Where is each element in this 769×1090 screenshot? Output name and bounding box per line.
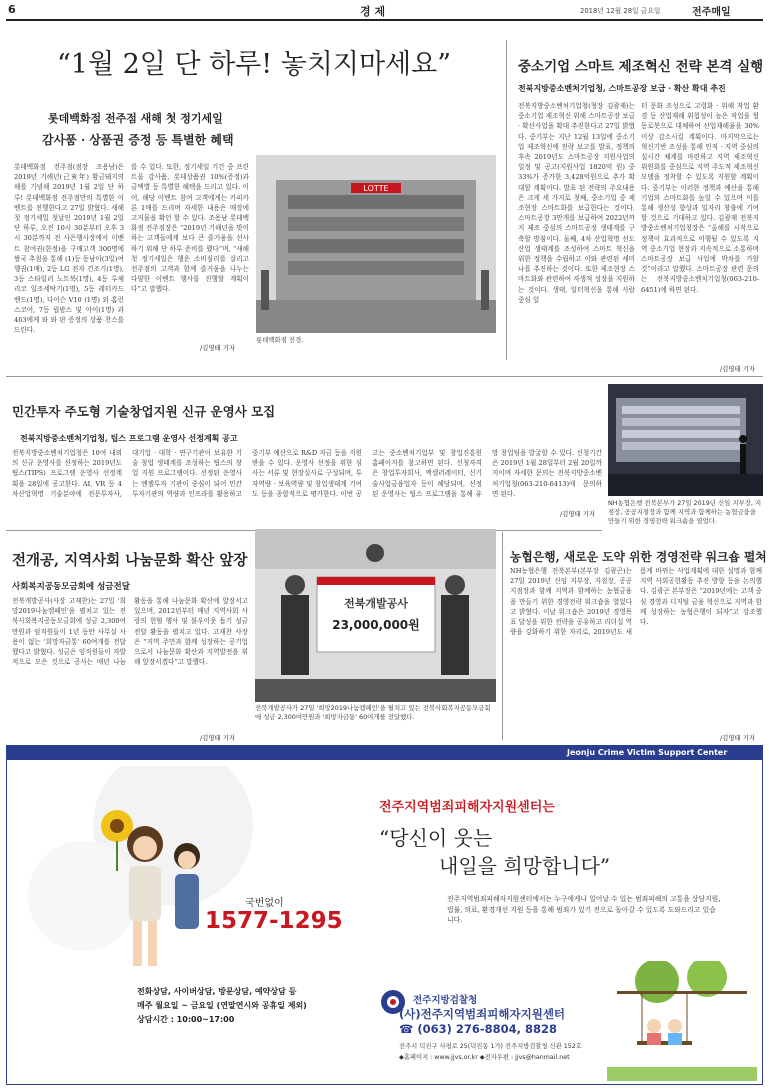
lotte-sign-text: LOTTE — [363, 184, 389, 193]
article1-body-mid: 를 수 있다. 또한, 정기세일 기간 중 프린트물 감사품, 롯데상품권 10%(증정)과 금액별 등 특별한 혜택을 드리고 있다. 이어, 해당 이벤트 참여 고객에게는 카피카론 1매를 드리며 자세한 내용은 매장에 고지물을 확인 할 수 있다. 조용남 롯데백화점 전주점장은 “2019년 기해년을 맞이하는 고객들에게 보다 큰 즐거움을 선사하기 위해 단 하루 준비를 했다”며, “새해 첫 정기세일은 행운 소비심리를 살리고 전주점의 고객과 함께 즐거움을 나누는 다양한 이벤트 행사를 진행할 계획이다”고 말했다. — [131, 163, 249, 294]
ad-address: 전주시 덕진구 사평로 25(덕진동 1가) 전주지방검찰청 신관 152호 — [399, 1043, 582, 1050]
ad-center-name: (사)전주지역범죄피해자지원센터 — [399, 1007, 566, 1021]
article5-body: NH농협은행 전북본부(본부장 김광곤)는 27일 2019년 신임 지부장, 지점장, 공공지점장과 함께 지역과 함께하는 농협금융을 만들기 위한 경영전략 워크숍을 열었다고 밝혔다. 이날 워크숍은 2019년 경영목표 달성을 위한 전략을 공유하고 리더십 역량을 강화하기 위한 자리로, 2019년도 새롭게 바뀌는 사업계획에 대한 설명과 함께 지역 사회공헌활동 추진 방향 등을 논의했다. 김광곤 본부장은 “2019년에는 고객 중심 경영과 디지털 금융 혁신으로 지역과 함께 성장하는 농협은행이 되자”고 강조했다. — [510, 567, 762, 637]
header-rule — [6, 19, 763, 21]
article3-headline: 민간투자 주도형 기술창업지원 신규 운영사 모집 — [12, 404, 276, 419]
ad-hours: 매주 월요일 ~ 금요일 (연말연시와 공휴일 제외) — [137, 1001, 307, 1010]
nh-bank-workshop-photo — [608, 384, 763, 496]
donation-board-amount: 23,000,000원 — [332, 618, 420, 632]
article1-photo-caption: 롯데백화점 전경. — [256, 336, 304, 344]
column-divider-2 — [502, 532, 503, 740]
ad-prosecutor-office: 전주지방검찰청 — [413, 995, 478, 1006]
article3-photo-caption: NH농협은행 전북본부가 27일 2019년 신임 지부장, 지점장, 공공지점장과 함께 지역과 함께하는 농협금융을 만들기 위한 경영전략 워크숍을 열었다. — [608, 499, 762, 525]
ad-services: 전화상담, 사이버상담, 방문상담, 예약상담 등 — [137, 987, 297, 996]
issue-date: 2018년 12월 28일 금요일 — [580, 7, 661, 15]
ad-time: 상담시간 : 10:00~17:00 — [137, 1015, 235, 1024]
ad-web-email: ◆홈페이지 : www.jjvs.or.kr ◆전자우편 : jjvs@hanmail.net — [399, 1054, 570, 1061]
section-divider — [6, 376, 763, 377]
donation-illustration — [255, 529, 496, 702]
donation-board-title: 전북개발공사 — [344, 597, 408, 610]
donation-ceremony-photo — [255, 529, 496, 702]
ad-slogan-line1: “당신이 웃는 — [379, 826, 493, 850]
article3-byline: /김영태 기자 — [560, 510, 596, 518]
lotte-department-store-photo — [256, 155, 496, 333]
article3-sub: 전북지방중소벤처기업청, 팁스 프로그램 운영사 선정계획 공고 — [20, 433, 238, 443]
article1-byline: /김영태 기자 — [200, 344, 236, 352]
building-illustration — [256, 155, 496, 333]
article4-headline: 전개공, 지역사회 나눔문화 확산 앞장 — [12, 552, 248, 569]
kids-on-swing-icon — [607, 961, 757, 1081]
article1-body-left: 롯데백화점 전주점(점장 조용남)은 2019년 기해년(己亥年) 황금돼지의 해를 기념해 2019년 1월 2일 단 하루! 롯데백화점 전주점만의 특별한 이벤트를 진행한다고 27일 밝혔다. 새해 첫 정기세일 첫날인 2019년 1월 2일 단 하루, 오전 10시 30분부터 오후 3시 30분까지 전 사은행사장에서 이벤트 참여권(한정)을 구매고객 300명에 쌀국 추첨을 통해 (1)등 동남아(3일)여행권(1매), 2등 LG 전자 건조기(1명), 3등 스타일러 노트북(1명), 4등 루체리코 일조세탁기(1명), 5등 레터카드 밴드(1명), 다이슨 V10 (1명) 외 홈런스코어, 7등 립밤스 및 아이(1명) 과 463에게 와 와 판 증정의 상품 찬스를 드린다. — [14, 163, 124, 335]
article1-sub2: 감사품 · 상품권 증정 등 특별한 혜택 — [42, 133, 234, 147]
ad-slogan-line2: 내일을 희망합니다” — [439, 854, 611, 878]
article4-photo-caption: 전북개발공사가 27일 '희망2019나눔캠페인'을 펼치고 있는 전북사회복지공동모금회에 성금 2,300여만원과 '희망자금통' 60여개를 전달했다. — [255, 704, 491, 721]
article2-byline: /김영태 기자 — [720, 365, 756, 373]
article5-byline: /김영태 기자 — [720, 734, 756, 742]
page-number: 6 — [8, 3, 16, 16]
article5-headline: 농협은행, 새로운 도약 위한 경영전략 워크숍 펼쳐 — [510, 550, 767, 564]
ad-org-english: Jeonju Crime Victim Support Center — [567, 748, 728, 757]
children-with-sunflower-icon — [77, 786, 217, 986]
article4-sub: 사회복지공동모금회에 성금전달 — [12, 582, 130, 592]
workshop-stage-illustration — [608, 384, 763, 496]
article2-body-left: 전북지방중소벤처기업청(청장 김광재)는 중소기업 제조혁신 위해 스마트공장 보급 · 확산사업을 확대 추진한다고 27일 밝혔다. 중기부는 지난 12월 13일에 중소기업 제조혁신에 전략 보고를 발표, 정책의 후속 2019년도 스마트공장 지원사업의 일정 및 공고(지원사업 1820억 원) 중 33%가 증가한 3,428억원으로 추가 확대할 계획이다. 발표 된 전략의 주요내용은 크게 세 가지로 첫째, 중소기업 중 제조현장 스마트화를 보급한다는 것이다. 스마트공장 3만개를 보급하여 2022년까지 제조 중심의 스마트공장 생태계를 구축할 방침이다. 둘째, 4차 산업혁명 선도 산업 생태계를 조성하여 스마트 혁신을 위한 정책을 수립하고 이와 관련된 세미나를 추진하는 것이다. 또한 제조현장 스마트화와 관련하여 자생적 성장을 지원하는 것이다. 생태, 일터혁신을 통해 사람 중심 일 — [518, 102, 635, 304]
ad-hotline-number: 1577-1295 — [205, 908, 343, 934]
article2-headline: 중소기업 스마트 제조혁신 전략 본격 실행 — [518, 59, 764, 75]
crime-victim-support-ad — [6, 745, 763, 1085]
ad-description: 전주지역범죄피해자지원센터에서는 누구에게나 일어날 수 있는 범죄피해의 고통을 상담지원, 법률, 의료, 환경개선 지원 등을 통해 범죄가 있기 전으로 돌아갈 수 있도록 도와드리고 있습니다. — [447, 895, 721, 924]
ad-org-title: 전주지역범죄피해자지원센터는 — [379, 800, 555, 815]
article2-body-right: 터 문화 조성으로 고령화 · 위해 작업 환경 등 산업재해 위험성이 높은 작업을 협동로봇으로 대체하여 산업재해율을 30% 이상 감소시킬 계획이다. 마지막으로는 혁신기반 조성을 통해 인적 · 지역 중심의 실시간 체계를 마련하고 지역 제조혁신 위원회를 중심으로 지역 주도적 제조혁신 모델을 정착할 수 있도록 지원할 계획이다. 중기부는 이러한 정책과 예산을 통해 기업의 스마트화를 높일 수 있으며 이를 통해 생산성 향상과 일자리 창출에 기여할 것으로 기대하고 있다. 김광재 전북지방중소벤처기업청장은 “올해를 시작으로 정책이 효과적으로 이행될 수 있도록 지역 중소기업 현장과 지속적으로 소통하며 스마트공장 보급 사업에 박차를 가할 것”이라고 말했다. 스마트공장 관련 문의는 전북지방중소벤처기업청(063-210-6451)에 하면 된다. — [641, 102, 759, 294]
ad-center-phone: ☎ (063) 276-8804, 8828 — [399, 1022, 558, 1036]
section-name: 경 제 — [360, 5, 386, 18]
paper-name: 전주매일 — [692, 7, 731, 18]
article4-byline: /김영태 기자 — [200, 734, 236, 742]
article2-sub: 전북지방중소벤처기업청, 스마트공장 보급 · 확산 확대 추진 — [518, 83, 726, 93]
ad-tel-label: 국번없이 — [245, 898, 284, 909]
column-divider — [506, 40, 507, 360]
article3-body: 전북지방중소벤처기업청은 10여 내외의 신규 운영사를 선정하는 2019년도 팁스(TIPS) 프로그램 운영사 선정계획을 28일에 공고한다. AI, VR 등 4차산업혁명 기술분야에 전문투자사, 대기업 · 대학 · 연구기관이 보유한 기술 창업 생태계를 조성하는 팁스의 창업 지원 프로그램이다. 선정된 운영사는 엔젤투자 기관이 중심이 되어 민간 투자기관의 역량과 인프라를 활용하고 중기부 예산으로 R&D 자금 등을 지원받을 수 있다. 운영사 선정을 위한 심사는 서류 및 현장실사로 구성되며, 투자역량 · 보육역량 및 창업생태계 기여도 등을 종합적으로 평가한다. 이번 공고는 중소벤처기업부 및 창업진흥원 홈페이지를 참고하면 된다. 신청자격은 창업투자회사, 엑셀러레이터, 신기술사업금융업자 등이 해당되며, 선정된 운영사는 팁스 프로그램을 통해 유망 창업팀을 발굴할 수 있다. 신청기간은 2019년 1월 28일부터 2월 20일까지이며 자세한 문의는 전북지방중소벤처기업청(063-210-6413)에 문의하면 된다. — [12, 449, 602, 498]
article1-headline: “1월 2일 단 하루! 놓치지마세요” — [56, 49, 452, 80]
article1-sub1: 롯데백화점 전주점 새해 첫 정기세일 — [48, 112, 223, 125]
article4-body: 전북개발공사(사장 고재찬)는 27일 '희망2019나눔캠페인'을 펼치고 있는 전북사회복지공동모금회에 성금 2,300여만원과 임직원들이 1년 동안 사무실 사용이 없는 '희망자금통' 60여개를 전달했다고 밝혔다. 성금은 임직원들이 자발적으로 모은 것으로 공사는 매년 나눔 활동을 통해 나눔문화 확산에 앞장서고 있으며, 2012년부터 매년 지역사회 사랑의 헌혈 행사 및 불우이웃 돕기 성금 전달 활동을 펼치고 있다. 고재찬 사장은 “지역 주민과 함께 성장하는 공기업으로서 나눔문화 확산과 지역발전을 위해 앞장서겠다”고 말했다. — [12, 597, 248, 667]
